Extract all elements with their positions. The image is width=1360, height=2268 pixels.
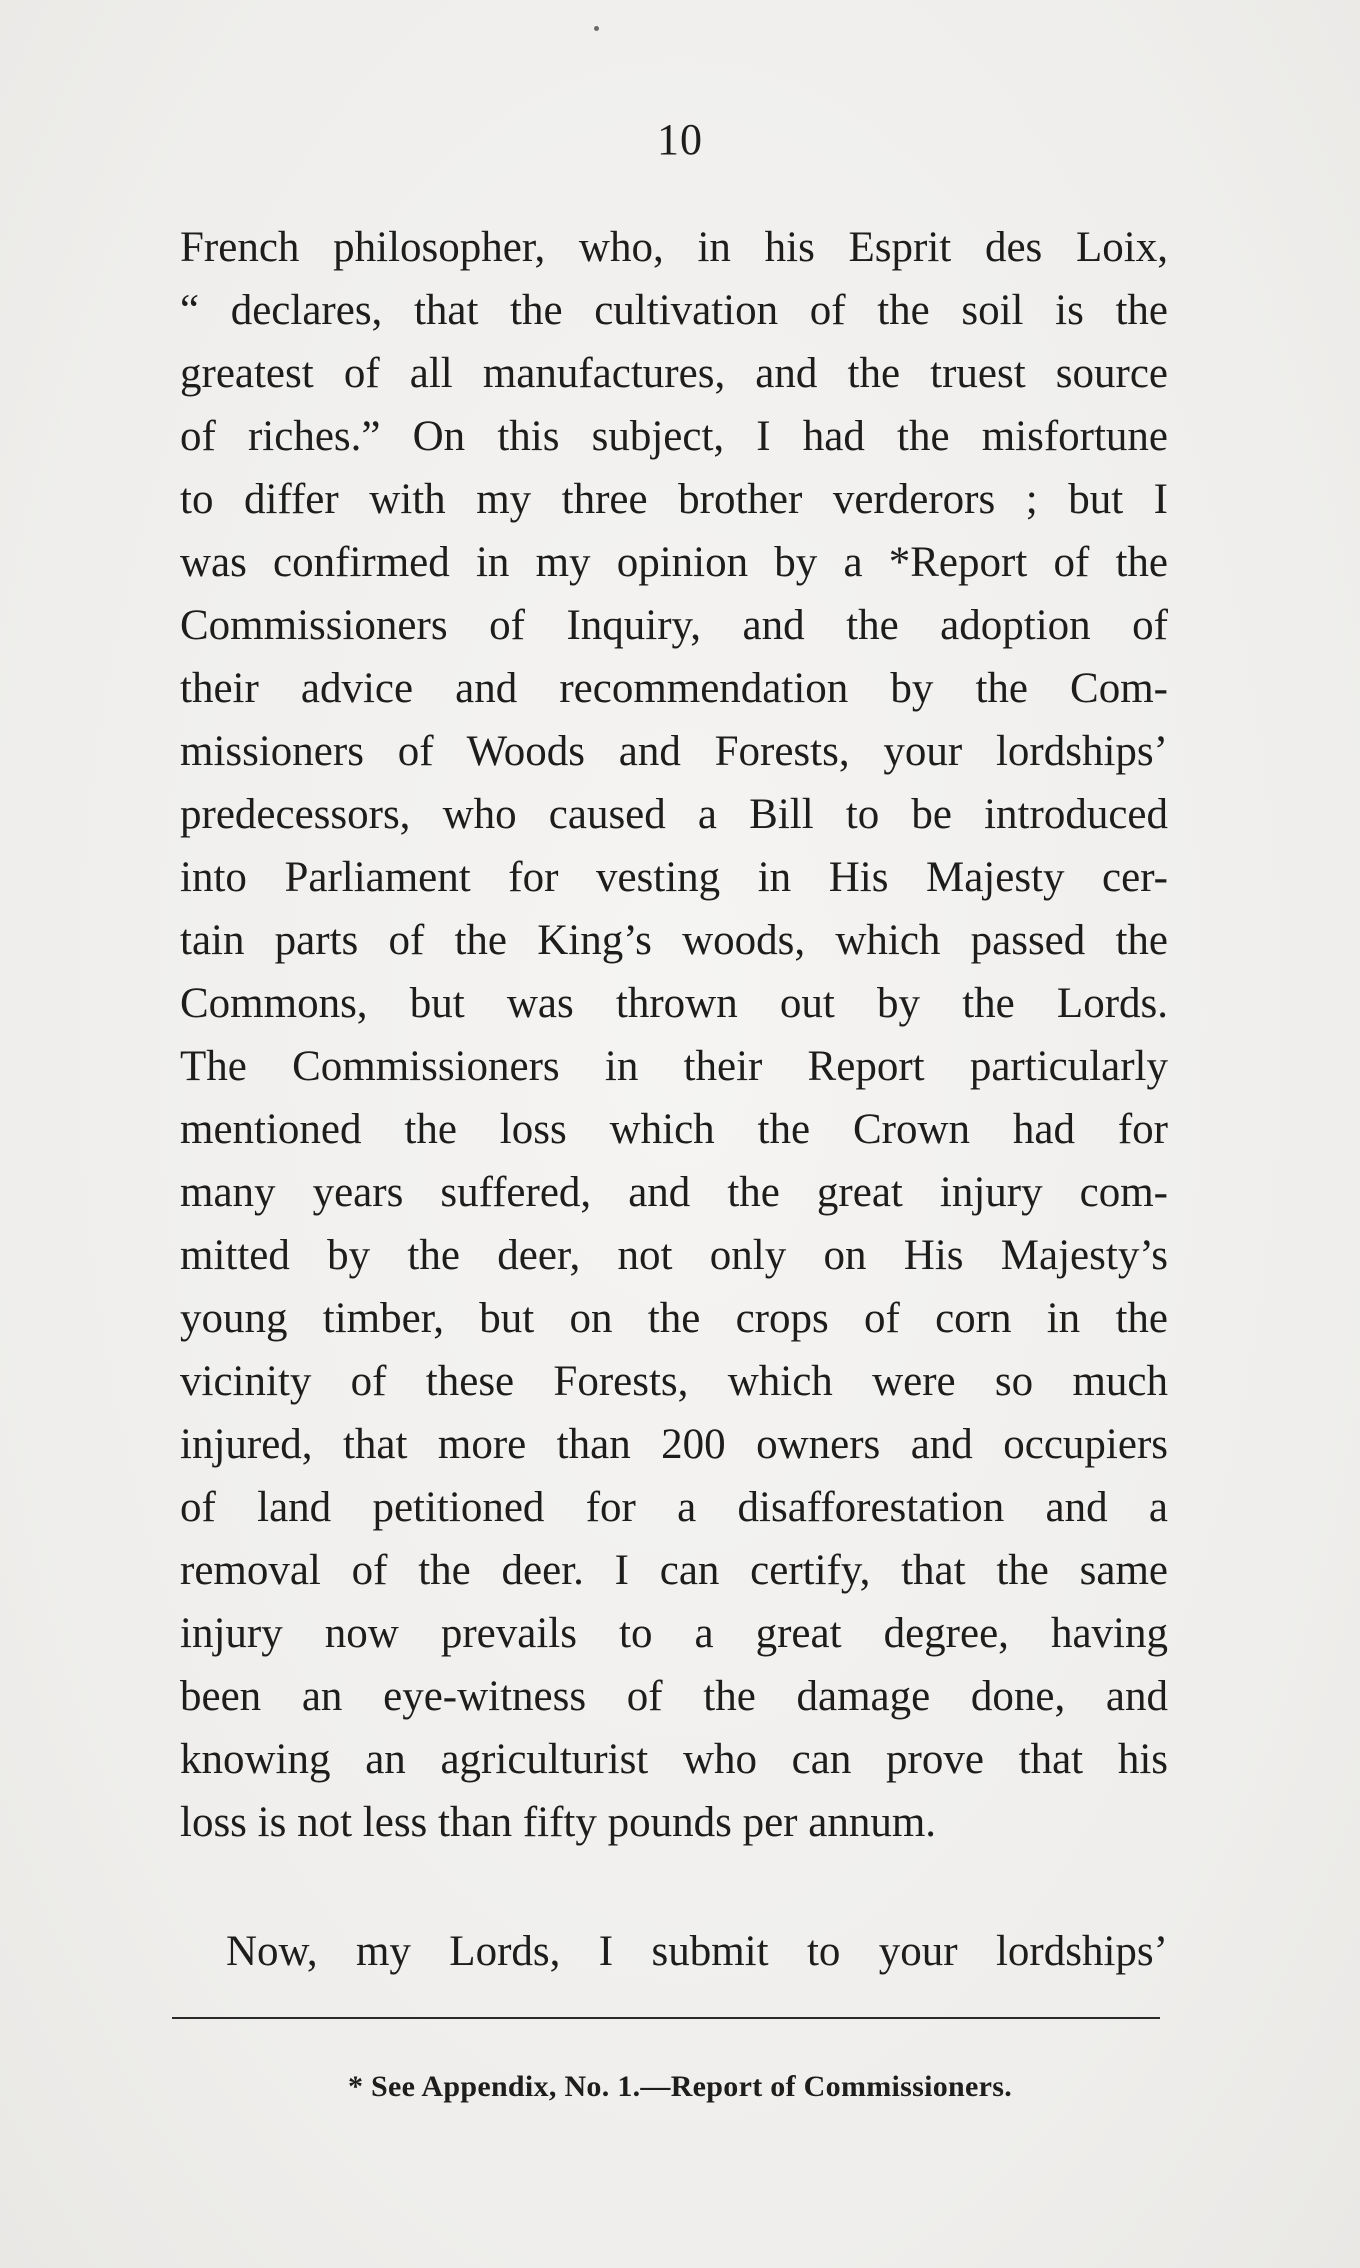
- text-line: of land petitioned for a disafforestation and a: [180, 1484, 1168, 1531]
- text-line: removal of the deer. I can certify, that the same: [180, 1547, 1168, 1594]
- text-line: of riches.” On this subject, I had the misfortune: [180, 413, 1168, 460]
- text-line: knowing an agriculturist who can prove that his: [180, 1736, 1168, 1783]
- text-line: Commissioners of Inquiry, and the adoption of: [180, 602, 1168, 649]
- text-line: young timber, but on the crops of corn in the: [180, 1295, 1168, 1342]
- footnote: * See Appendix, No. 1.—Report of Commissioners.: [347, 2070, 1013, 2103]
- footnote-rule: [172, 2017, 1160, 2019]
- text-line: “ declares, that the cultivation of the soil is the: [180, 287, 1168, 334]
- ink-speck: [594, 26, 599, 31]
- text-line: mentioned the loss which the Crown had for: [180, 1106, 1168, 1153]
- text-line: into Parliament for vesting in His Majesty cer-: [180, 854, 1168, 901]
- text-line: Commons, but was thrown out by the Lords.: [180, 980, 1168, 1027]
- second-paragraph-line: Now, my Lords, I submit to your lordships’: [226, 1928, 1168, 1975]
- text-line: vicinity of these Forests, which were so much: [180, 1358, 1168, 1405]
- text-line: missioners of Woods and Forests, your lordships’: [180, 728, 1168, 775]
- text-line: injured, that more than 200 owners and occupiers: [180, 1421, 1168, 1468]
- text-line: The Commissioners in their Report particularly: [180, 1043, 1168, 1090]
- text-line: mitted by the deer, not only on His Majesty’s: [180, 1232, 1168, 1279]
- body-paragraph: [180, 216, 1168, 1854]
- text-line: injury now prevails to a great degree, having: [180, 1610, 1168, 1657]
- text-line: loss is not less than fifty pounds per annum.: [180, 1799, 937, 1846]
- text-line: was confirmed in my opinion by a *Report of the: [180, 539, 1168, 586]
- page-number: 10: [657, 115, 703, 164]
- text-line: greatest of all manufactures, and the truest source: [180, 350, 1168, 397]
- text-line: predecessors, who caused a Bill to be introduced: [180, 791, 1168, 838]
- text-line: many years suffered, and the great injury com-: [180, 1169, 1168, 1216]
- text-line: their advice and recommendation by the Com-: [180, 665, 1168, 712]
- text-line: French philosopher, who, in his Esprit des Loix,: [180, 224, 1168, 271]
- text-line: to differ with my three brother verderors ; but I: [180, 476, 1168, 523]
- text-line: tain parts of the King’s woods, which passed the: [180, 917, 1168, 964]
- text-line: been an eye-witness of the damage done, and: [180, 1673, 1168, 1720]
